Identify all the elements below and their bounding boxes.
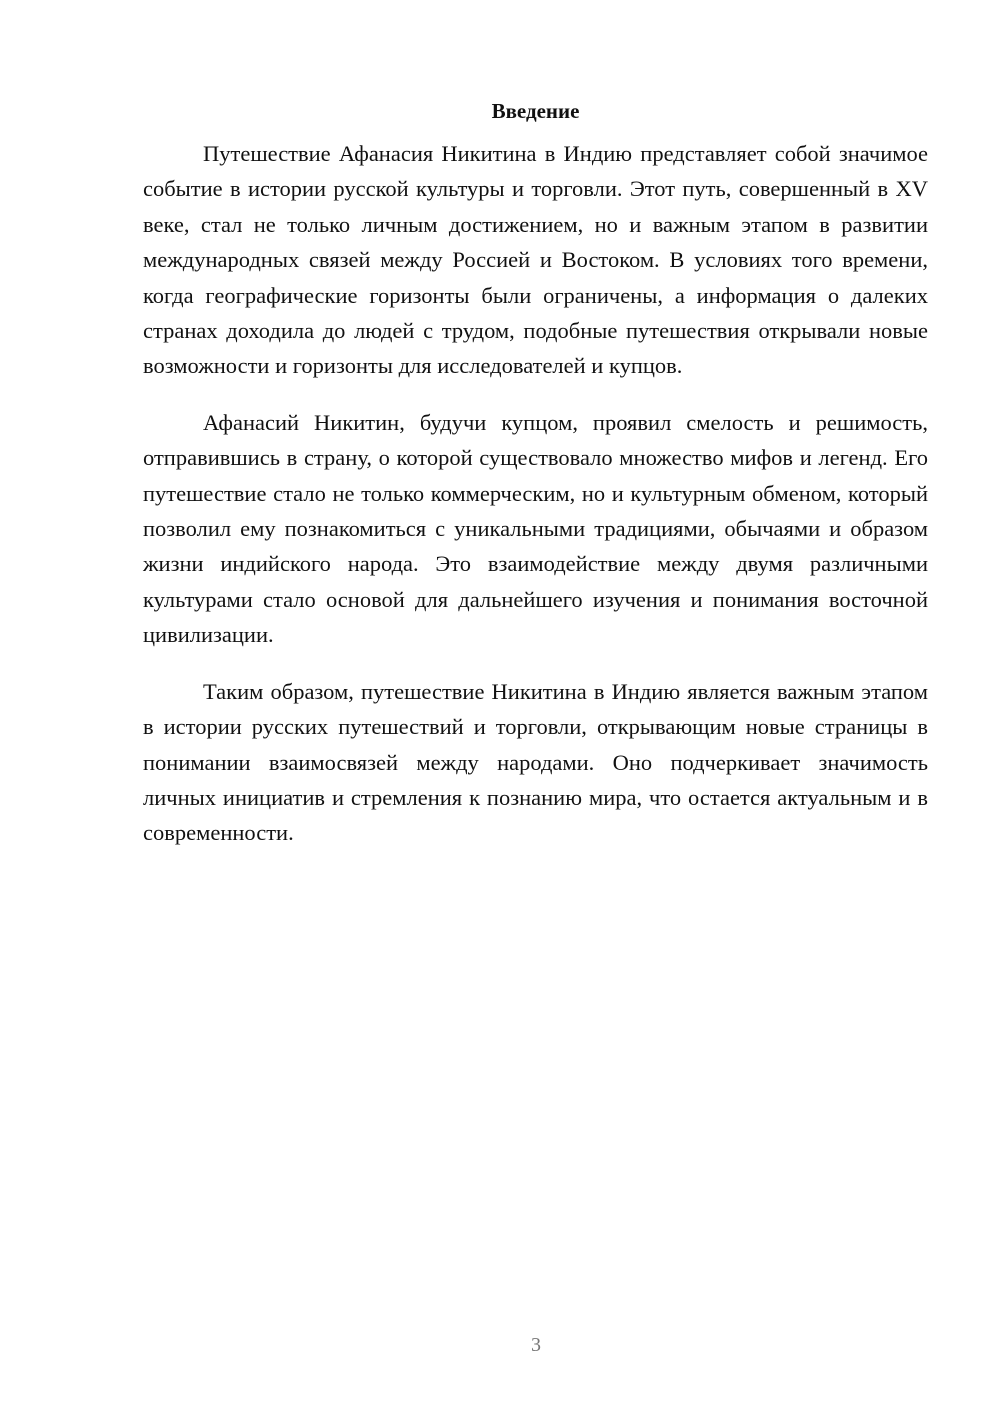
page-content (143, 98, 928, 872)
section-title: Введение (491, 99, 580, 123)
paragraph-3: Таким образом, путешествие Никитина в Индию является важным этапом в истории русских путешествий и торговли, открывающим новые страницы в понимании взаимосвязей между народами. Оно подчеркивает значимость личных инициатив и стремления к познанию мира, что остается актуальным и в современности. (143, 678, 928, 846)
paragraph-1: Путешествие Афанасия Никитина в Индию представляет собой значимое событие в истории русской культуры и торговли. Этот путь, совершенный в XV веке, стал не только личным достижением, но и важным этапом в развитии международных связей между Россией и Востоком. В условиях того времени, когда географические горизонты были ограничены, а информация о далеких странах доходила до людей с трудом, подобные путешествия открывали новые возможности и горизонты для исследователей и купцов. (143, 141, 928, 379)
page-number: 3 (531, 1334, 541, 1356)
paragraph-2: Афанасий Никитин, будучи купцом, проявил смелость и решимость, отправившись в страну, о которой существовало множество мифов и легенд. Его путешествие стало не только коммерческим, но и культурным обменом, который позволил ему познакомиться с уникальными традициями, обычаями и образом жизни индийского народа. Это взаимодействие между двумя различными культурами стало основой для дальнейшего изучения и понимания восточной цивилизации. (143, 409, 928, 648)
